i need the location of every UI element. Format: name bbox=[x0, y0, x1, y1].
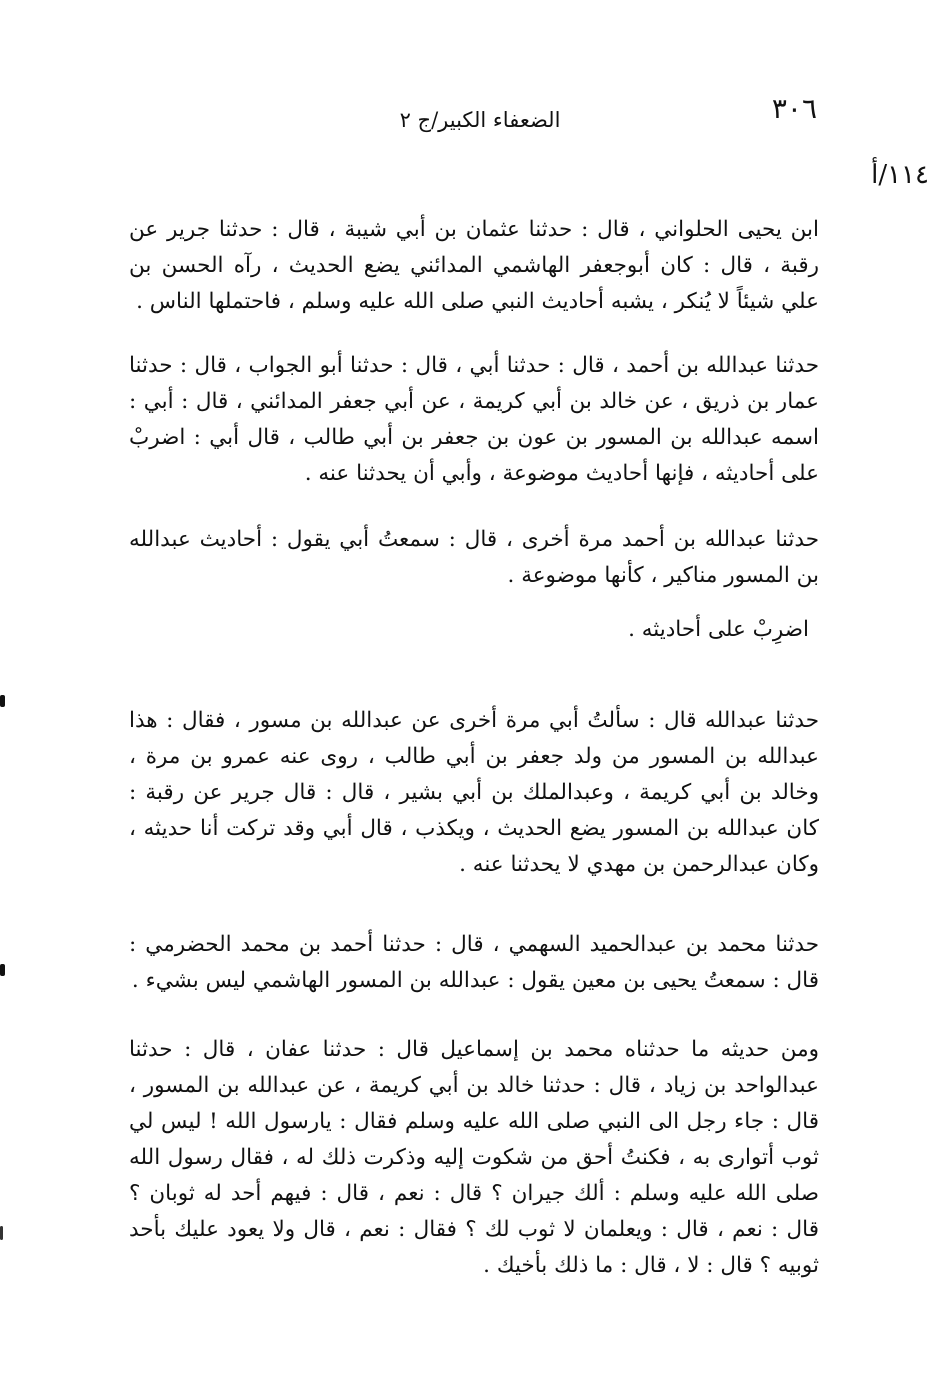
folio-marker: ١١٤/أ bbox=[871, 160, 929, 190]
paragraph-3: حدثنا عبدالله بن أحمد مرة أخرى ، قال : سمعتُ أبي يقول : أحاديث عبدالله بن المسور مناكير ، كأنها موضوعة . bbox=[129, 526, 819, 588]
paragraph-4: اضرِبْ على أحاديثه . bbox=[628, 616, 809, 642]
paragraph-5: حدثنا عبدالله قال : سألتُ أبي مرة أخرى عن عبدالله بن مسور ، فقال : هذا عبدالله بن المسور من ولد جعفر بن أبي طالب ، روى عنه عمرو بن مرة ، وخالد بن أبي كريمة ، وعبدالملك بن أبي بشير ، قال : قال جرير عن رقبة : كان عبدالله بن المسور يضع الحديث ، ويكذب ، قال أبي وقد تركت أنا حديثه ، وكان عبدالرحمن بن مهدي لا يحدثنا عنه . bbox=[129, 707, 819, 877]
paragraph-7: ومن حديثه ما حدثناه محمد بن إسماعيل قال : حدثنا عفان ، قال : حدثنا عبدالواحد بن زياد ، قال : حدثنا خالد بن أبي كريمة ، عن عبدالله بن المسور ، قال : جاء رجل الى النبي صلى الله عليه وسلم فقال : يارسول الله ! ليس لي ثوب أتوارى به ، فكنتُ أحق من شكوت إليه وذكرت ذلك له ، فقال رسول الله صلى الله عليه وسلم : ألك جيران ؟ قال : نعم ، قال : فيهم أحد له ثوبان ؟ قال : نعم ، قال : ويعلمان لا ثوب لك ؟ فقال : نعم ، قال ولا يعود عليك بأحد ثوبيه ؟ قال : لا ، قال : ما ذلك بأخيك . bbox=[129, 1036, 819, 1278]
paragraph-2: حدثنا عبدالله بن أحمد ، قال : حدثنا أبي ، قال : حدثنا أبو الجواب ، قال : حدثنا عمار بن ذريق ، عن خالد بن أبي كريمة ، عن أبي جعفر المدائني ، قال : أبي : اسمه عبدالله بن المسور بن عون بن جعفر بن أبي طالب ، قال أبي : اضربْ على أحاديثه ، فإنها أحاديث موضوعة ، وأبي أن يحدثنا عنه . bbox=[129, 352, 819, 486]
scan-margin-mark bbox=[0, 1226, 3, 1240]
page-number: ٣٠٦ bbox=[771, 92, 817, 125]
running-header: الضعفاء الكبير/ج ٢ bbox=[399, 108, 561, 132]
scan-margin-mark bbox=[0, 964, 5, 976]
paragraph-6: حدثنا محمد بن عبدالحميد السهمي ، قال : حدثنا أحمد بن محمد الحضرمي : قال : سمعتُ يحيى بن معين يقول : عبدالله بن المسور الهاشمي ليس بشيء . bbox=[129, 931, 819, 993]
scan-margin-mark bbox=[0, 695, 5, 707]
paragraph-1: ابن يحيى الحلواني ، قال : حدثنا عثمان بن أبي شيبة ، قال : حدثنا جرير عن رقبة ، قال : كان أبوجعفر الهاشمي المدائني يضع الحديث ، رآه الحسن بن علي شيئاً لا يُنكر ، يشبه أحاديث النبي صلى الله عليه وسلم ، فاحتملها الناس . bbox=[129, 216, 819, 314]
